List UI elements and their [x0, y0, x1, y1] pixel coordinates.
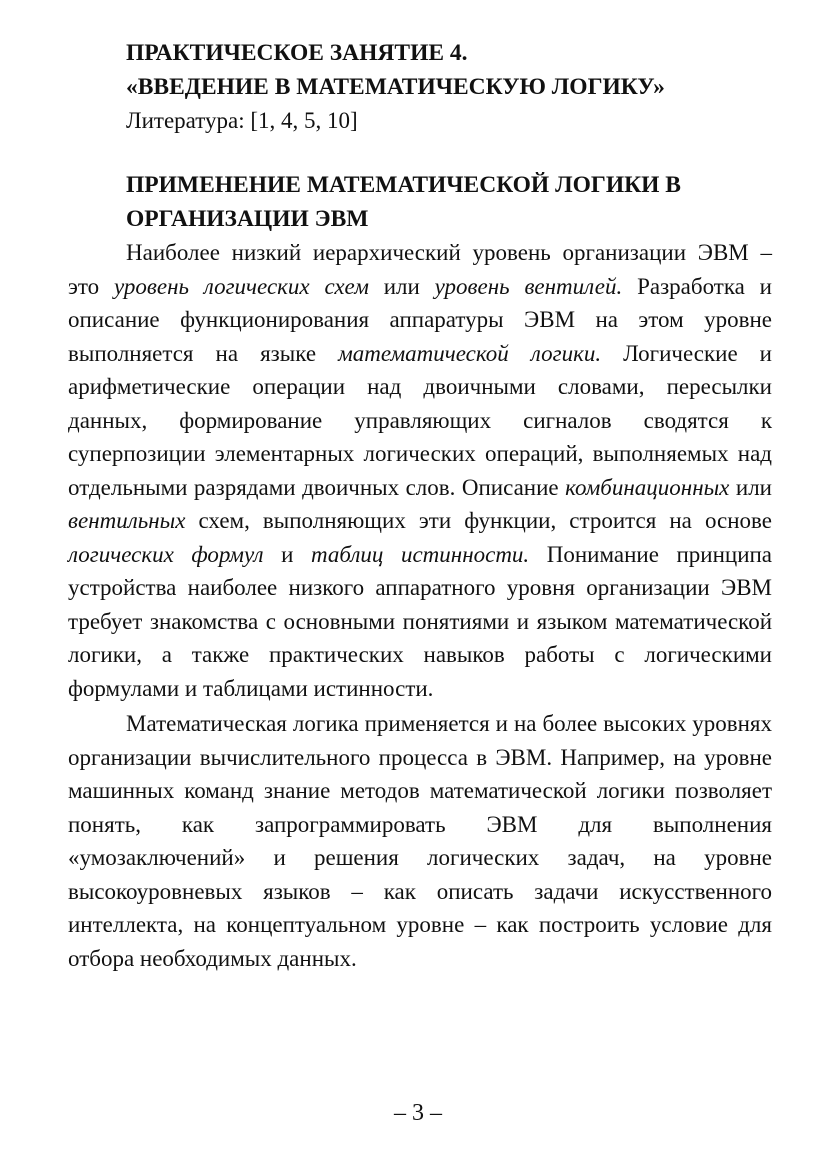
p1-text-4: Логические и арифметические операции над двоичными словами, пересылки данных, формирование управляющих сигналов сводятся к суперпозиции элементарных логических операций, выполняемых над отдельными разрядами двоичных слов. Описание [68, 340, 772, 500]
paragraph-2: Математическая логика применяется и на более высоких уровнях организации вычислительного процесса в ЭВМ. Например, на уровне машинных команд знание методов математической логики позволяет понять, как запрограммировать ЭВМ для выполнения «умозаключений» и решения логических задач, на уровне высокоуровневых языков – как описать задачи искусственного интеллекта, на концептуальном уровне – как построить условие для отбора необходимых данных. [68, 711, 772, 971]
p1-italic-6: логических формул [68, 541, 264, 567]
p1-text-6: схем, выполняющих эти функции, строится на основе [185, 508, 772, 533]
p1-text-8: Понимание принципа устройства наиболее низкого аппаратного уровня организации ЭВМ требует знакомства с основными понятиями и языком математической логики, а также практических навыков работы с логическими формулами и таблицами истинности. [68, 541, 773, 701]
p1-text-5: или [729, 474, 772, 500]
section-title-line1: ПРИМЕНЕНИЕ МАТЕМАТИЧЕСКОЙ ЛОГИКИ В [126, 172, 681, 198]
p1-text-2: или [368, 273, 435, 299]
lesson-title [68, 36, 772, 104]
p1-italic-2: уровень вентилей. [434, 273, 623, 299]
p1-text-7: и [263, 541, 311, 567]
page-number: – 3 – [394, 1100, 442, 1126]
section-title [68, 168, 772, 236]
lesson-title-line2: «ВВЕДЕНИЕ В МАТЕМАТИЧЕСКУЮ ЛОГИКУ» [126, 74, 665, 100]
lesson-title-line1: ПРАКТИЧЕСКОЕ ЗАНЯТИЕ 4. [126, 40, 468, 66]
p1-italic-3: математической логики. [338, 340, 602, 366]
paragraph-1 [68, 236, 772, 705]
p1-italic-7: таблиц истинности. [311, 541, 530, 567]
literature-reference: Литература: [1, 4, 5, 10] [126, 108, 358, 133]
p1-text-1: Наиболее низкий иерархический уровень организации ЭВМ – это [68, 240, 772, 299]
p1-italic-4: комбинационных [565, 474, 730, 500]
p1-text-3: Разработка и описание функционирования аппаратуры ЭВМ на этом уровне выполняется на языке [68, 273, 772, 366]
p1-italic-1: уровень логических схем [113, 273, 369, 299]
page-content [68, 36, 772, 975]
section-title-line2: ОРГАНИЗАЦИИ ЭВМ [126, 206, 369, 232]
p1-italic-5: вентильных [68, 508, 186, 533]
